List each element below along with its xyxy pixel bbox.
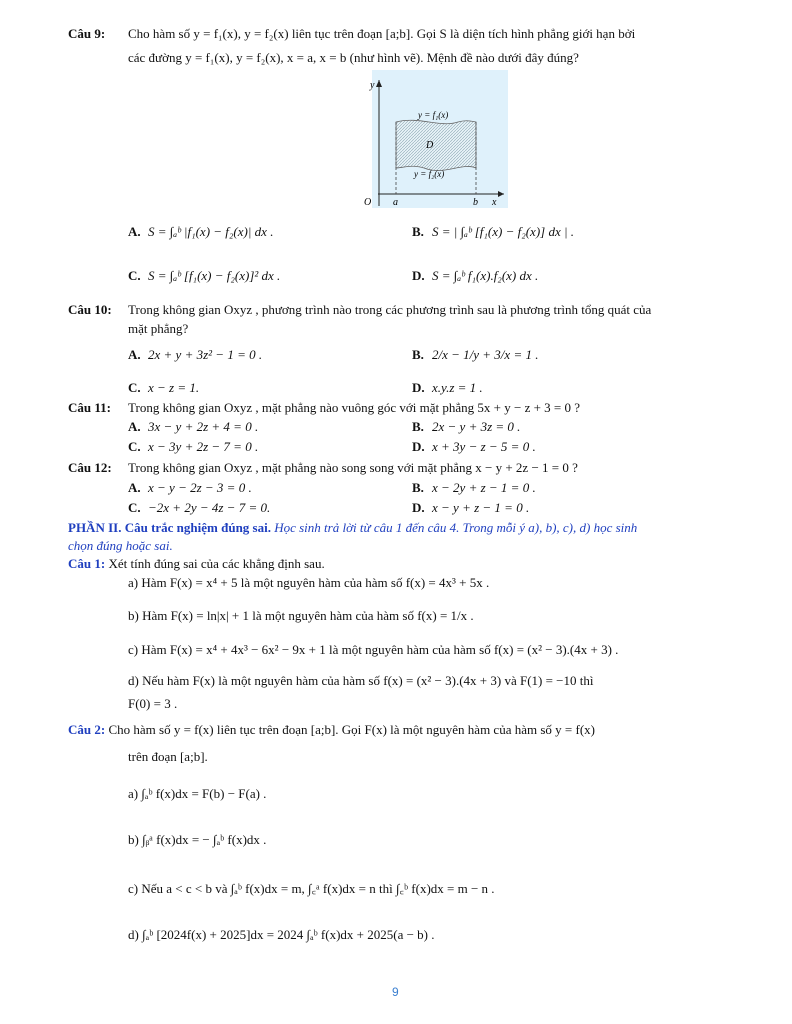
p2q1-statement-b: b) Hàm F(x) = ln|x| + 1 là một nguyên hàm của hàm số f(x) = 1/x .	[128, 608, 474, 623]
p2q1-intro: Xét tính đúng sai của các khẳng định sau.	[105, 556, 325, 571]
q10-option-c-label: C.	[128, 380, 141, 395]
q11-option-a-text: 3x − y + 2z + 4 = 0 .	[148, 419, 259, 434]
q12-option-b-label: B.	[412, 480, 424, 495]
q10-option-b-label: B.	[412, 347, 424, 362]
p2q2-label: Câu 2:	[68, 722, 106, 737]
q9-figure	[364, 70, 508, 208]
q11-text-line1: Trong không gian Oxyz , mặt phẳng nào vuông góc với mặt phẳng 5x + y − z + 3 = 0 ?	[128, 400, 581, 415]
q9-option-c-text: S = ∫ₐᵇ [f₁(x) − f₂(x)]² dx .	[148, 268, 281, 283]
q9-option-b-label: B.	[412, 224, 424, 239]
p2q1-statement-a: a) Hàm F(x) = x⁴ + 5 là một nguyên hàm của hàm số f(x) = 4x³ + 5x .	[128, 575, 490, 590]
q9-label: Câu 9:	[68, 26, 106, 41]
q9-option-b-text: S = | ∫ₐᵇ [f₁(x) − f₂(x)] dx | .	[432, 224, 575, 239]
q9-text-line2: các đường y = f₁(x), y = f₂(x), x = a, x = b (như hình vẽ). Mệnh đề nào dưới đây đúng?	[128, 50, 579, 65]
label-origin: O	[364, 197, 372, 208]
p2q2-statement-a: a) ∫ₐᵇ f(x)dx = F(b) − F(a) .	[128, 786, 267, 801]
q9-option-a-text: S = ∫ₐᵇ |f₁(x) − f₂(x)| dx .	[148, 224, 274, 239]
q11-option-b-text: 2x − y + 3z = 0 .	[432, 419, 521, 434]
p2q2-statement-d: d) ∫ₐᵇ [2024f(x) + 2025]dx = 2024 ∫ₐᵇ f(x)dx + 2025(a − b) .	[128, 927, 435, 942]
q11-option-d-label: D.	[412, 439, 425, 454]
q12-option-c-text: −2x + 2y − 4z − 7 = 0.	[148, 500, 271, 515]
q9-option-a-label: A.	[128, 224, 141, 239]
label-d: D	[426, 140, 434, 151]
q9-option-d-text: S = ∫ₐᵇ f₁(x).f₂(x) dx .	[432, 268, 539, 283]
q11-option-d-text: x + 3y − z − 5 = 0 .	[432, 439, 536, 454]
p2q1-label: Câu 1:	[68, 556, 106, 571]
p2q2-heading	[68, 722, 595, 738]
p2q2-statement-b: b) ∫ᵦᵃ f(x)dx = − ∫ₐᵇ f(x)dx .	[128, 832, 267, 847]
label-f1: y = f₁(x)	[418, 110, 449, 120]
q12-option-a-label: A.	[128, 480, 141, 495]
p2q2-statement-c: c) Nếu a < c < b và ∫ₐᵇ f(x)dx = m, ∫꜀ᵃ f(x)dx = n thì ∫꜀ᵇ f(x)dx = m − n .	[128, 881, 495, 896]
q11-option-c-text: x − 3y + 2z − 7 = 0 .	[148, 439, 259, 454]
q12-text-line1: Trong không gian Oxyz , mặt phẳng nào song song với mặt phẳng x − y + 2z − 1 = 0 ?	[128, 460, 578, 475]
q10-option-d-text: x.y.z = 1 .	[432, 380, 483, 395]
label-y: y	[370, 80, 375, 91]
q10-text-line2: mặt phẳng?	[128, 321, 189, 336]
q12-option-c-label: C.	[128, 500, 141, 515]
label-f2: y = f₂(x)	[414, 169, 445, 179]
q12-option-b-text: x − 2y + z − 1 = 0 .	[432, 480, 536, 495]
part2-instruction-line2: chọn đúng hoặc sai.	[68, 538, 173, 553]
p2q1-statement-d-line2: F(0) = 3 .	[128, 696, 178, 711]
q10-option-a-text: 2x + y + 3z² − 1 = 0 .	[148, 347, 263, 362]
q10-text-line1: Trong không gian Oxyz , phương trình nào trong các phương trình sau là phương trình tổng quát của	[128, 302, 652, 317]
area-graph	[364, 70, 508, 208]
part2-heading-line1	[68, 520, 637, 536]
q10-option-a-label: A.	[128, 347, 141, 362]
page-number: 9	[392, 985, 399, 999]
q12-option-d-label: D.	[412, 500, 425, 515]
region-d	[396, 120, 476, 170]
q11-option-c-label: C.	[128, 439, 141, 454]
q11-option-a-label: A.	[128, 419, 141, 434]
label-b: b	[473, 197, 478, 208]
q11-label: Câu 11:	[68, 400, 111, 415]
q12-option-d-text: x − y + z − 1 = 0 .	[432, 500, 530, 515]
q11-option-b-label: B.	[412, 419, 424, 434]
p2q1-statement-c: c) Hàm F(x) = x⁴ + 4x³ − 6x² − 9x + 1 là một nguyên hàm của hàm số f(x) = (x² − 3).(4x + 3) .	[128, 642, 619, 657]
p2q2-intro-line2: trên đoạn [a;b].	[128, 749, 208, 764]
q10-option-b-text: 2/x − 1/y + 3/x = 1 .	[432, 347, 539, 362]
q9-option-d-label: D.	[412, 268, 425, 283]
q10-option-d-label: D.	[412, 380, 425, 395]
part2-title: PHẦN II. Câu trắc nghiệm đúng sai.	[68, 520, 271, 535]
p2q2-intro: Cho hàm số y = f(x) liên tục trên đoạn [a;b]. Gọi F(x) là một nguyên hàm của hàm số y = f(x)	[105, 722, 595, 737]
q12-label: Câu 12:	[68, 460, 112, 475]
q9-option-c-label: C.	[128, 268, 141, 283]
q10-label: Câu 10:	[68, 302, 112, 317]
q10-option-c-text: x − z = 1.	[148, 380, 200, 395]
p2q1-statement-d-line1: d) Nếu hàm F(x) là một nguyên hàm của hàm số f(x) = (x² − 3).(4x + 3) và F(1) = −10 thì	[128, 673, 594, 688]
label-a: a	[393, 197, 398, 208]
p2q1-heading	[68, 556, 325, 572]
label-x: x	[492, 197, 497, 208]
part2-instruction: Học sinh trả lời từ câu 1 đến câu 4. Trong mỗi ý a), b), c), d) học sinh	[270, 520, 638, 535]
q9-text-line1: Cho hàm số y = f₁(x), y = f₂(x) liên tục trên đoạn [a;b]. Gọi S là diện tích hình phẳng giới hạn bởi	[128, 26, 636, 41]
q12-option-a-text: x − y − 2z − 3 = 0 .	[148, 480, 252, 495]
